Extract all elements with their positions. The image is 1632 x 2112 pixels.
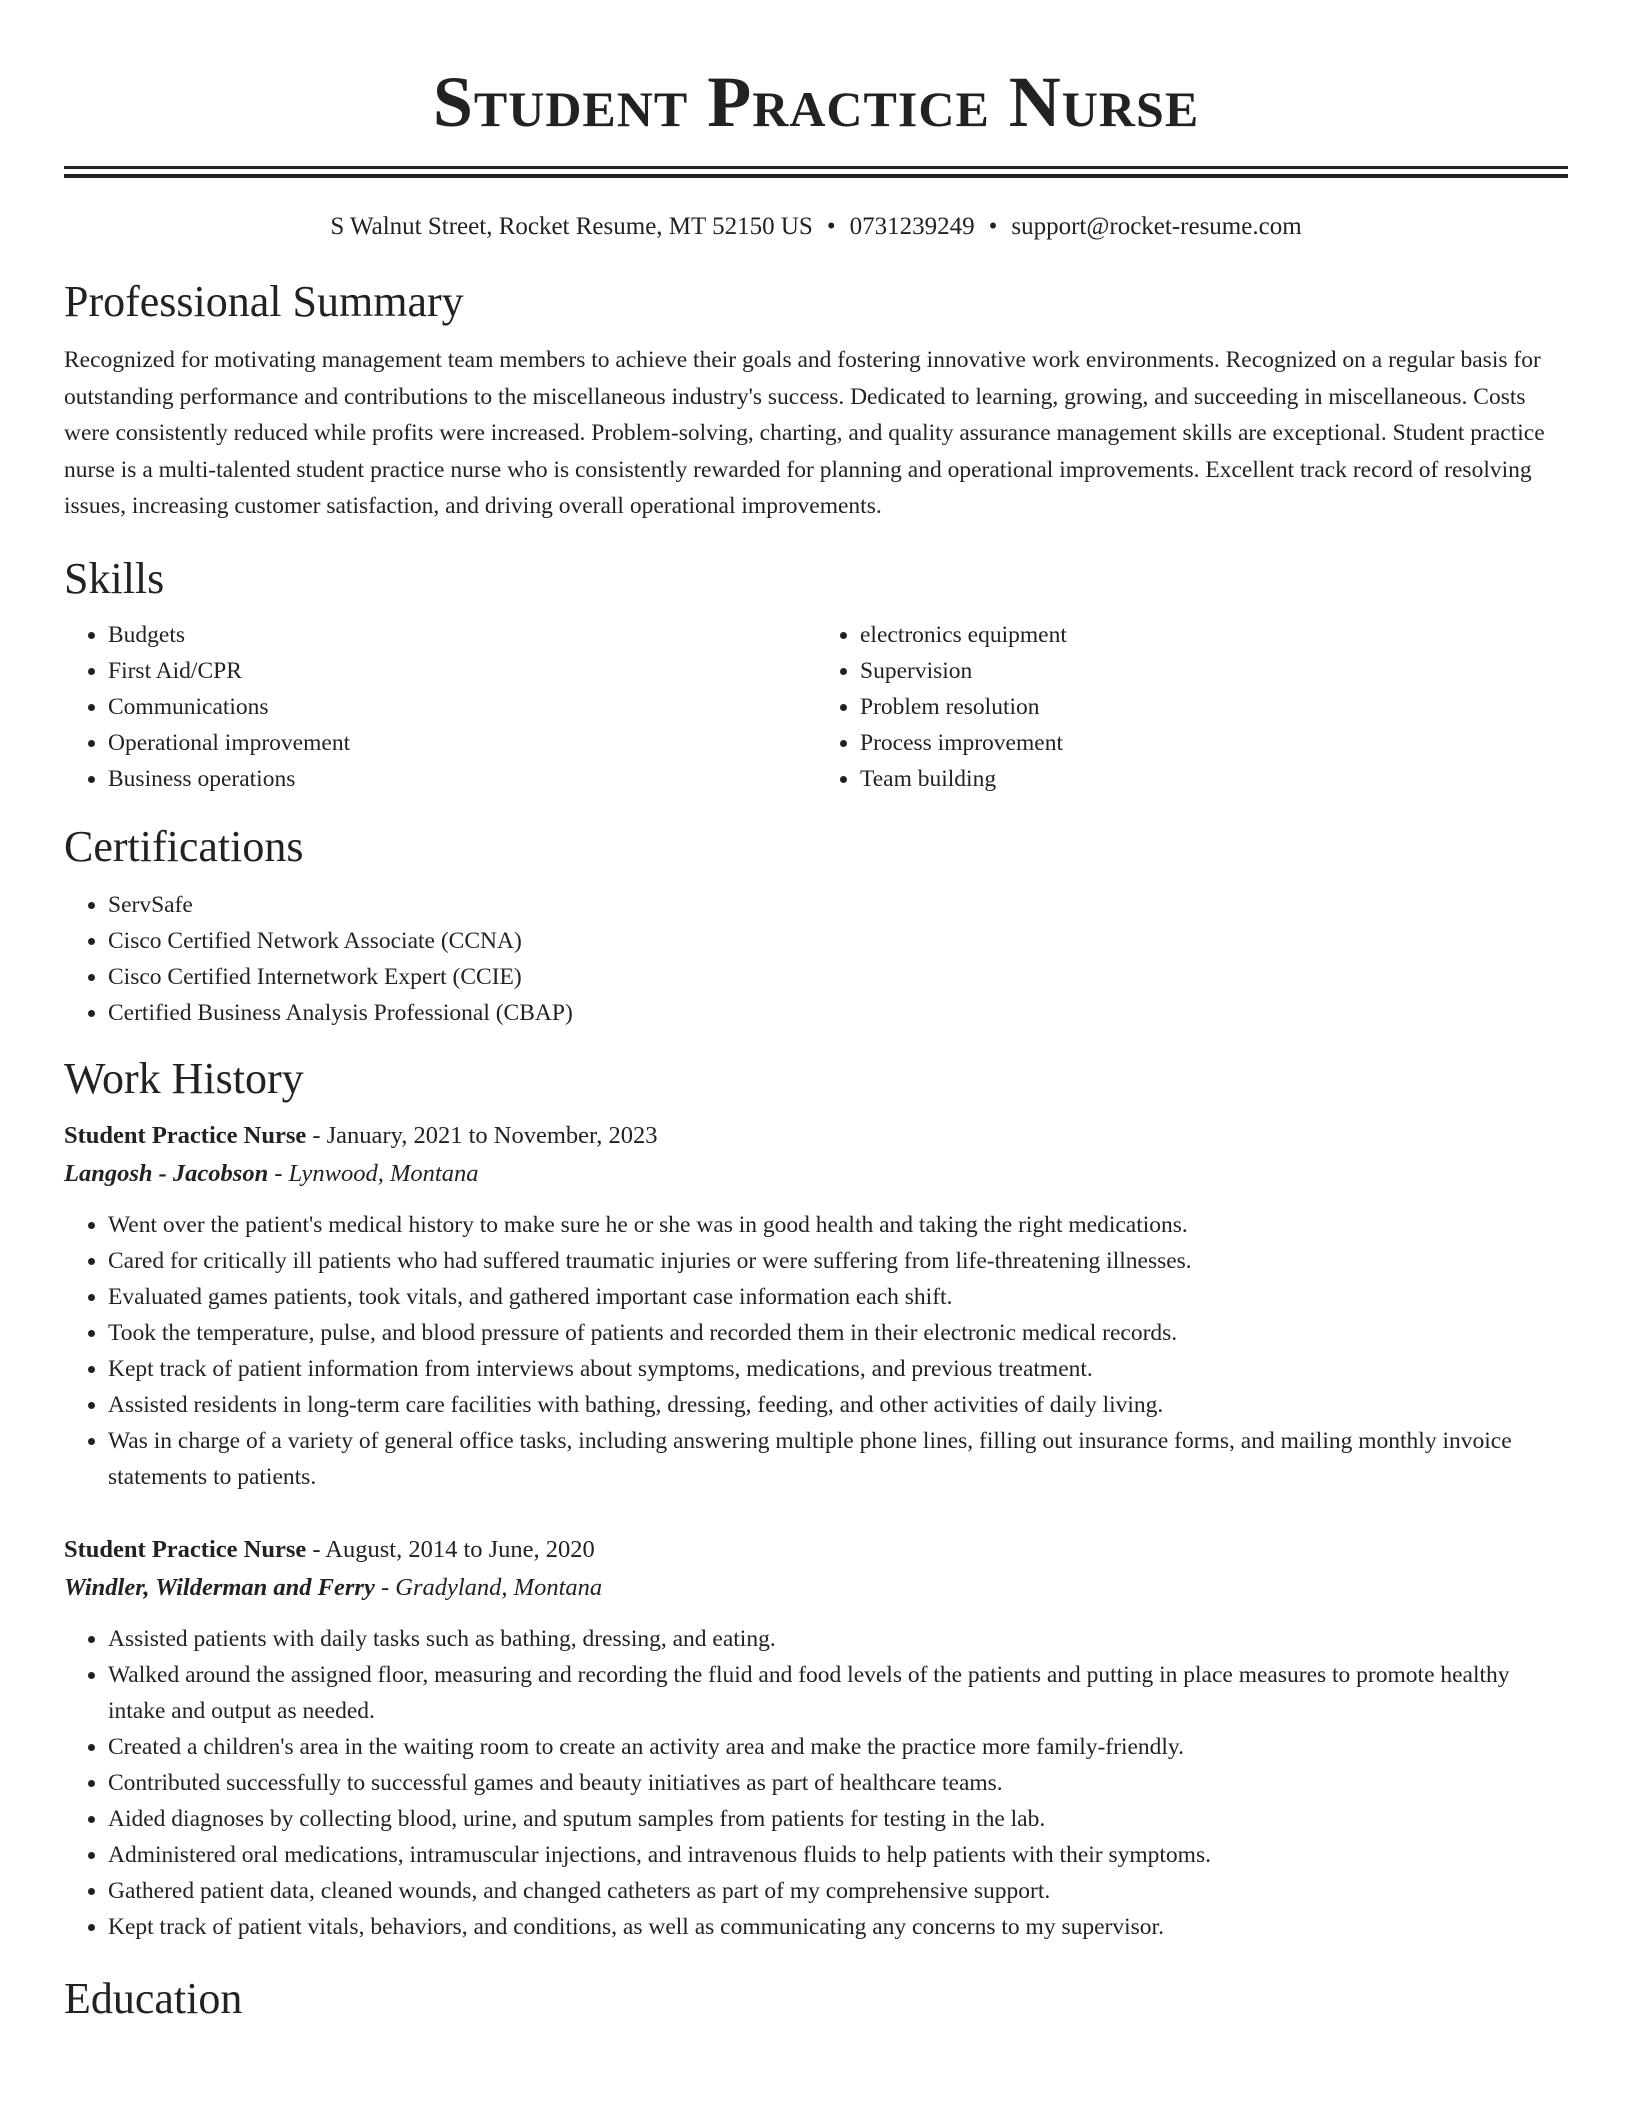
skill-item: • Communications [108,689,816,725]
skills-list-right [816,617,1568,797]
skill-item: • Budgets [108,617,816,653]
job-dates: - August, 2014 to June, 2020 [306,1535,595,1563]
job-title: Student Practice Nurse [64,1535,307,1563]
job-company-line [64,1569,1568,1607]
job-company: Windler, Wilderman and Ferry [64,1573,375,1601]
job-bullet: • Assisted patients with daily tasks such as bathing, dressing, and eating. [108,1621,1568,1657]
section-title-summary: Professional Summary [64,277,464,326]
job-bullet: • Created a children's area in the waiting room to create an activity area and make the practice more family-friendly. [108,1729,1568,1765]
job-bullet-list [64,1207,1568,1495]
skill-item: • First Aid/CPR [108,653,816,689]
certification-item: • Certified Business Analysis Professional (CBAP) [108,995,1568,1031]
skill-item: • Process improvement [860,725,1568,761]
job-location: - Lynwood, Montana [268,1159,479,1187]
job-bullet: • Aided diagnoses by collecting blood, urine, and sputum samples from patients for testing in the lab. [108,1801,1568,1837]
job-bullet: • Cared for critically ill patients who had suffered traumatic injuries or were suffering from life-threatening illnesses. [108,1243,1568,1279]
contact-address: S Walnut Street, Rocket Resume, MT 52150 US [330,213,813,240]
job-dates: - January, 2021 to November, 2023 [306,1121,658,1149]
skill-item: • Supervision [860,653,1568,689]
job-bullet: • Walked around the assigned floor, measuring and recording the fluid and food levels of the patients and putting in place measures to promote healthy intake and output as needed. [108,1657,1568,1729]
job-company: Langosh - Jacobson [64,1159,269,1187]
certifications-list [64,887,1568,1031]
resume-name: Student Practice Nurse [432,62,1200,142]
certification-item: • ServSafe [108,887,1568,923]
job-bullet: • Evaluated games patients, took vitals, and gathered important case information each shift. [108,1279,1568,1315]
section-title-work-history: Work History [64,1053,304,1103]
certification-item: • Cisco Certified Network Associate (CCNA) [108,923,1568,959]
skills-columns [64,617,1568,797]
job-heading [64,1531,1568,1569]
job-bullet: • Kept track of patient information from interviews about symptoms, medications, and previous treatment. [108,1351,1568,1387]
section-title-certifications: Certifications [64,821,304,871]
job-location: - Gradyland, Montana [374,1573,603,1601]
job-bullet-list [64,1621,1568,1945]
skills-list-left [64,617,816,797]
contact-phone: 0731239249 [849,213,975,240]
job-bullet: • Went over the patient's medical history to make sure he or she was in good health and taking the right medications. [108,1207,1568,1243]
skill-item: • Problem resolution [860,689,1568,725]
job-entry [64,1117,1568,1495]
job-company-line [64,1155,1568,1193]
skill-item: • Business operations [108,761,816,797]
contact-separator: • [826,213,836,240]
header-double-rule [64,166,1568,178]
summary-text: Recognized for motivating management team members to achieve their goals and fostering innovative work environments. Recognized on a regular basis for outstanding performance and contributions to the miscellaneous industry's success. Dedicated to learning, growing, and succeeding in miscellaneous. Costs were consistently reduced while profits were increased. Problem-solving, charting, and quality assurance management skills are exceptional. Student practice nurse is a multi-talented student practice nurse who is consistently rewarded for planning and operational improvements. Excellent track record of resolving issues, increasing customer satisfaction, and driving overall operational improvements. [64,347,1545,519]
job-bullet: • Assisted residents in long-term care facilities with bathing, dressing, feeding, and other activities of daily living. [108,1387,1568,1423]
job-bullet: • Gathered patient data, cleaned wounds, and changed catheters as part of my comprehensive support. [108,1873,1568,1909]
contact-line [64,212,1568,242]
job-title: Student Practice Nurse [64,1121,307,1149]
job-entry [64,1531,1568,1945]
job-bullet: • Administered oral medications, intramuscular injections, and intravenous fluids to help patients with their symptoms. [108,1837,1568,1873]
job-bullet: • Took the temperature, pulse, and blood pressure of patients and recorded them in their electronic medical records. [108,1315,1568,1351]
skill-item: • Team building [860,761,1568,797]
section-title-education: Education [64,1973,243,2023]
certification-item: • Cisco Certified Internetwork Expert (CCIE) [108,959,1568,995]
contact-email: support@rocket-resume.com [1011,213,1302,240]
contact-separator: • [988,213,998,240]
job-heading [64,1117,1568,1155]
job-bullet: • Was in charge of a variety of general office tasks, including answering multiple phone lines, filling out insurance forms, and mailing monthly invoice statements to patients. [108,1423,1568,1495]
section-title-skills: Skills [64,553,165,603]
skill-item: • electronics equipment [860,617,1568,653]
job-bullet: • Kept track of patient vitals, behaviors, and conditions, as well as communicating any concerns to my supervisor. [108,1909,1568,1945]
skill-item: • Operational improvement [108,725,816,761]
job-bullet: • Contributed successfully to successful games and beauty initiatives as part of healthcare teams. [108,1765,1568,1801]
